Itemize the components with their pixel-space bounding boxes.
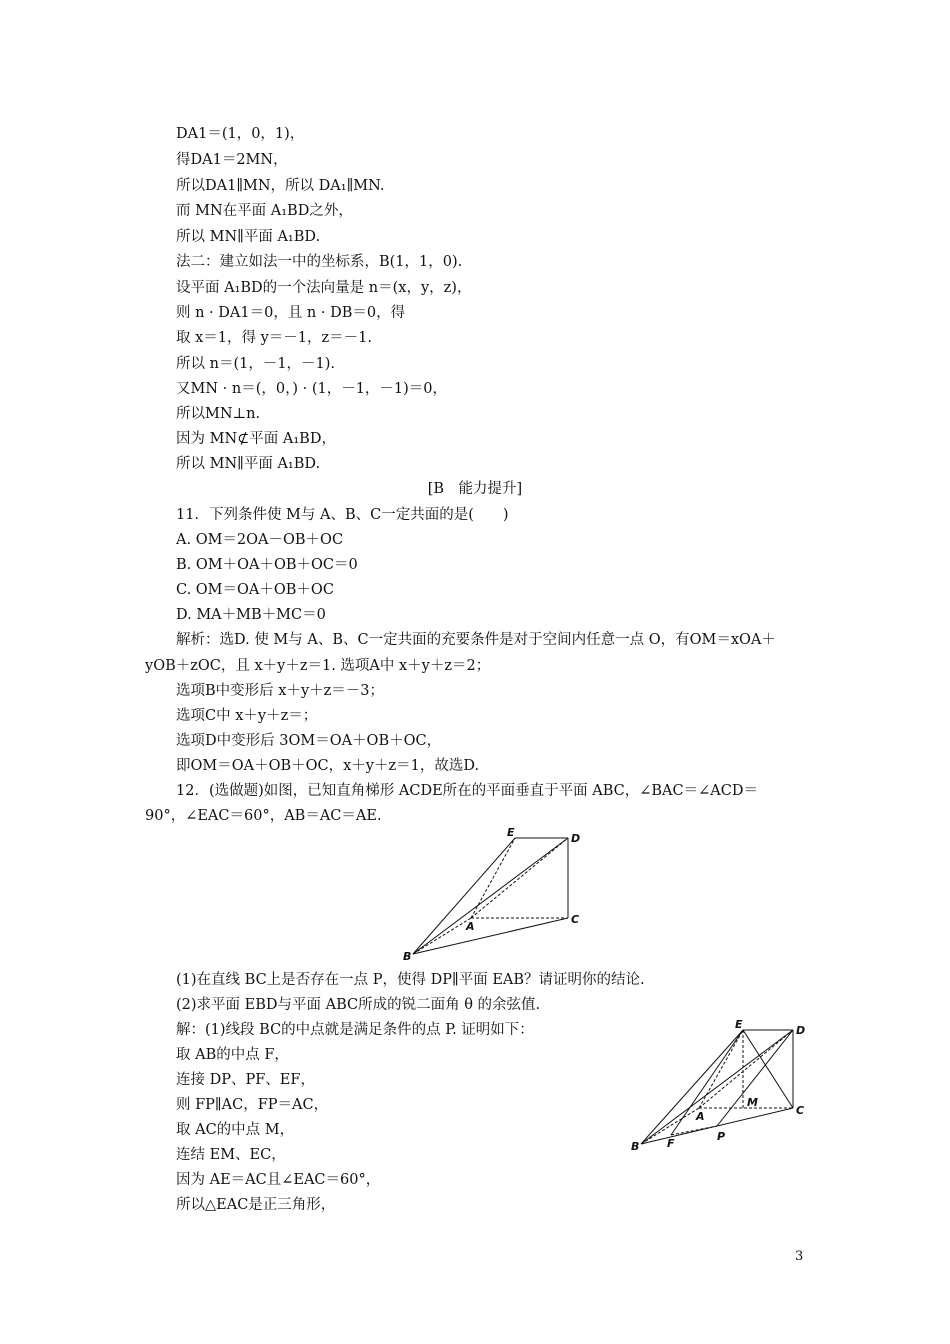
text-line: 所以DA1∥MN，所以 DA₁∥MN. (176, 178, 385, 194)
label-m: M (747, 1096, 758, 1109)
text-line: 90°，∠EAC＝60°，AB＝AC＝AE. (145, 808, 382, 824)
text-line: (1)在直线 BC上是否存在一点 P，使得 DP∥平面 EAB？请证明你的结论. (176, 972, 645, 988)
text-line: 选项D中变形后 3OM＝OA＋OB＋OC， (176, 733, 442, 749)
text-line: DA1＝(1，0，1)， (176, 126, 305, 142)
text-line: 又MN · n＝(，0，) · (1，－1，－1)＝0， (176, 381, 448, 397)
text-line: 即OM＝OA＋OB＋OC，x＋y＋z＝1，故选D. (176, 758, 480, 774)
question-11: 11．下列条件使 M与 A、B、C一定共面的是( ) (176, 507, 509, 523)
text-line: 取 AB的中点 F， (176, 1047, 289, 1063)
option-b: B. OM＋OA＋OB＋OC＝0 (176, 557, 358, 573)
label-b: B (631, 1140, 640, 1153)
label-b: B (403, 950, 412, 963)
label-a: A (696, 1110, 705, 1123)
text-line: 得DA1＝2MN， (176, 152, 288, 168)
text-line: 所以MN⊥n. (176, 406, 261, 422)
label-e: E (735, 1018, 743, 1031)
text-line: 法二：建立如法一中的坐标系，B(1，1，0). (176, 254, 463, 270)
option-a: A. OM＝2OA－OB＋OC (176, 532, 344, 548)
text-line: 选项C中 x＋y＋z＝； (176, 708, 318, 724)
label-f: F (667, 1137, 675, 1150)
option-c: C. OM＝OA＋OB＋OC (176, 582, 334, 598)
text-line: yOB＋zOC，且 x＋y＋z＝1. 选项A中 x＋y＋z＝2； (145, 658, 491, 674)
text-line: 所以△EAC是正三角形， (176, 1197, 336, 1213)
label-c: C (796, 1104, 805, 1117)
text-line: 解：(1)线段 BC的中点就是满足条件的点 P. 证明如下： (176, 1022, 534, 1038)
text-line: 而 MN在平面 A₁BD之外， (176, 203, 353, 219)
text-line: 解析：选D. 使 M与 A、B、C一定共面的充要条件是对于空间内任意一点 O，有OM＝xOA＋ (176, 632, 776, 648)
option-d: D. MA＋MB＋MC＝0 (176, 607, 326, 623)
text-line: 所以 n＝(1，－1，－1). (176, 356, 336, 372)
label-a: A (466, 920, 475, 933)
trapezoid-figure-2 (625, 1016, 815, 1156)
label-d: D (796, 1024, 806, 1037)
text-line: 所以 MN∥平面 A₁BD. (176, 229, 321, 245)
label-e: E (507, 826, 515, 839)
section-heading: [B 能力提升] (427, 481, 523, 497)
label-d: D (571, 832, 581, 845)
text-line: 所以 MN∥平面 A₁BD. (176, 456, 321, 472)
page-number: 3 (795, 1249, 804, 1264)
text-line: (2)求平面 EBD与平面 ABC所成的锐二面角 θ 的余弦值. (176, 997, 541, 1013)
question-12: 12．(选做题)如图，已知直角梯形 ACDE所在的平面垂直于平面 ABC，∠BAC＝∠ACD＝ (176, 783, 758, 799)
text-line: 取 x＝1，得 y＝－1，z＝－1. (176, 330, 373, 346)
text-line: 选项B中变形后 x＋y＋z＝－3； (176, 683, 384, 699)
text-line: 因为 AE＝AC且∠EAC＝60°， (176, 1172, 381, 1188)
trapezoid-figure-1 (395, 822, 595, 964)
text-line: 因为 MN⊄平面 A₁BD， (176, 431, 336, 447)
text-line: 设平面 A₁BD的一个法向量是 n＝(x，y，z)， (176, 280, 472, 296)
text-line: 则 n · DA1＝0，且 n · DB＝0，得 (176, 305, 406, 321)
label-c: C (571, 913, 580, 926)
text-line: 则 FP∥AC，FP＝AC， (176, 1097, 329, 1113)
label-p: P (717, 1130, 726, 1143)
text-line: 取 AC的中点 M， (176, 1122, 295, 1138)
text-line: 连接 DP、PF、EF， (176, 1072, 315, 1088)
text-line: 连结 EM、EC， (176, 1147, 286, 1163)
